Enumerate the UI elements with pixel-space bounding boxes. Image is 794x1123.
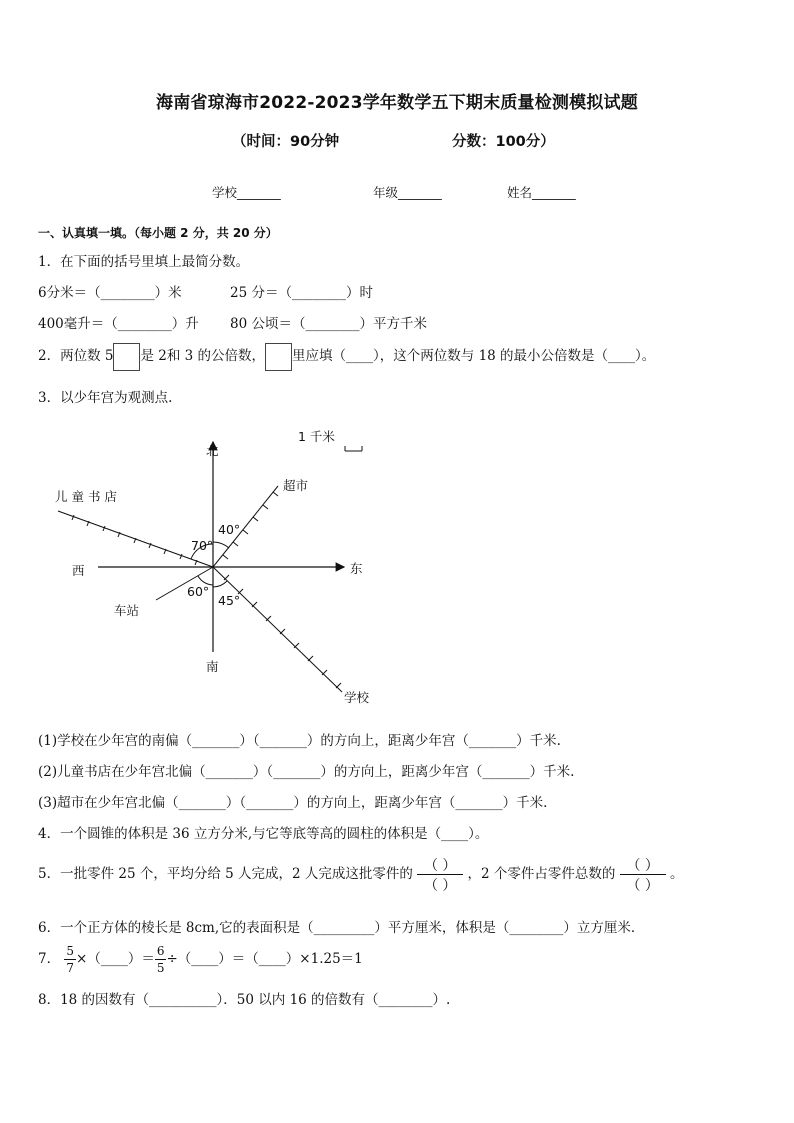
q5-fraction-blank-1[interactable]: （ ） （ ）: [417, 855, 463, 894]
q2-part1: 2．两位数 5: [38, 348, 114, 364]
supermarket-label: 超市: [283, 478, 309, 493]
q3-sub2: (2)儿童书店在少年宫北偏（_______）（_______）的方向上，距离少年宫（_______）千米.: [38, 764, 575, 780]
school-ray: [213, 567, 342, 692]
q3-sub1: (1)学校在少年宫的南偏（_______）（_______）的方向上，距离少年宫（_______）千米.: [38, 733, 561, 749]
q5-part2: ，2 个零件占零件总数的: [467, 866, 616, 882]
q1-c: 400毫升＝（________）升: [38, 316, 199, 332]
q2-box-ref: [265, 343, 292, 371]
q5-part3: 。: [669, 866, 684, 882]
q5-fraction-blank-2[interactable]: （ ） （ ）: [620, 855, 666, 894]
angle-70-label: 70°: [191, 538, 214, 553]
name-field[interactable]: 姓名_______: [507, 185, 576, 200]
q3-stem: 3．以少年宫为观测点.: [38, 390, 173, 406]
q7-part2: ÷（____）＝（____）×1.25＝1: [166, 951, 363, 967]
school-field[interactable]: 学校_______: [212, 185, 281, 200]
time-limit: （时间：90分钟: [232, 134, 340, 150]
west-label: 西: [72, 563, 85, 578]
q6: 6．一个正方体的棱长是 8cm,它的表面积是（_________）平方厘米，体积是（________）立方厘米．: [38, 920, 645, 936]
q4: 4．一个圆锥的体积是 36 立方分米,与它等底等高的圆柱的体积是（____）。: [38, 826, 489, 842]
angle-arc-40: [213, 542, 229, 548]
q3-sub3: (3)超市在少年宫北偏（_______）（_______）的方向上，距离少年宫（_______）千米.: [38, 795, 548, 811]
q7-lead: 7．: [38, 951, 61, 967]
q2: [38, 342, 655, 371]
q2-part3: 里应填（____），这个两位数与 18 的最小公倍数是（____）。: [292, 348, 656, 364]
q1-stem: 1．在下面的括号里填上最简分数。: [38, 254, 250, 270]
page-title: 海南省琼海市2022-2023学年数学五下期末质量检测模拟试题: [156, 93, 638, 113]
q1-a: 6分米＝（________）米: [38, 285, 182, 301]
q7-part1: ×（____）＝: [76, 951, 155, 967]
angle-60-label: 60°: [187, 584, 210, 599]
south-label: 南: [206, 659, 219, 674]
q5-part1: 5．一批零件 25 个，平均分给 5 人完成，2 人完成这批零件的: [38, 866, 413, 882]
q5: [38, 855, 683, 894]
q7-fraction-6-5: $\frac{6}{5}$: [156, 944, 165, 975]
q1-d: 80 公顷＝（________）平方千米: [230, 316, 427, 332]
east-label: 东: [350, 561, 363, 576]
station-label: 车站: [114, 603, 140, 618]
q8: 8．18 的因数有（__________）．50 以内 16 的倍数有（________）.: [38, 992, 451, 1008]
north-label: 北: [206, 443, 219, 458]
total-score: 分数：100分）: [452, 134, 555, 150]
school-label: 学校: [344, 690, 370, 705]
section-heading: 一、认真填一填。（每小题 2 分，共 20 分）: [38, 226, 278, 240]
angle-arc-45: [213, 581, 227, 587]
q2-part2: 是 2和 3 的公倍数，: [140, 348, 266, 364]
angle-45-label: 45°: [218, 593, 241, 608]
angle-40-label: 40°: [218, 522, 241, 537]
grade-field[interactable]: 年级_______: [373, 185, 442, 200]
q1-b: 25 分＝（________）时: [230, 285, 373, 301]
q2-digit-box[interactable]: [113, 343, 140, 371]
q7-fraction-5-7: $\frac{5}{7}$: [66, 944, 75, 975]
bookstore-label: 儿 童 书 店: [55, 489, 117, 504]
q7: [38, 945, 363, 974]
scale-label: 1 千米: [298, 429, 335, 444]
